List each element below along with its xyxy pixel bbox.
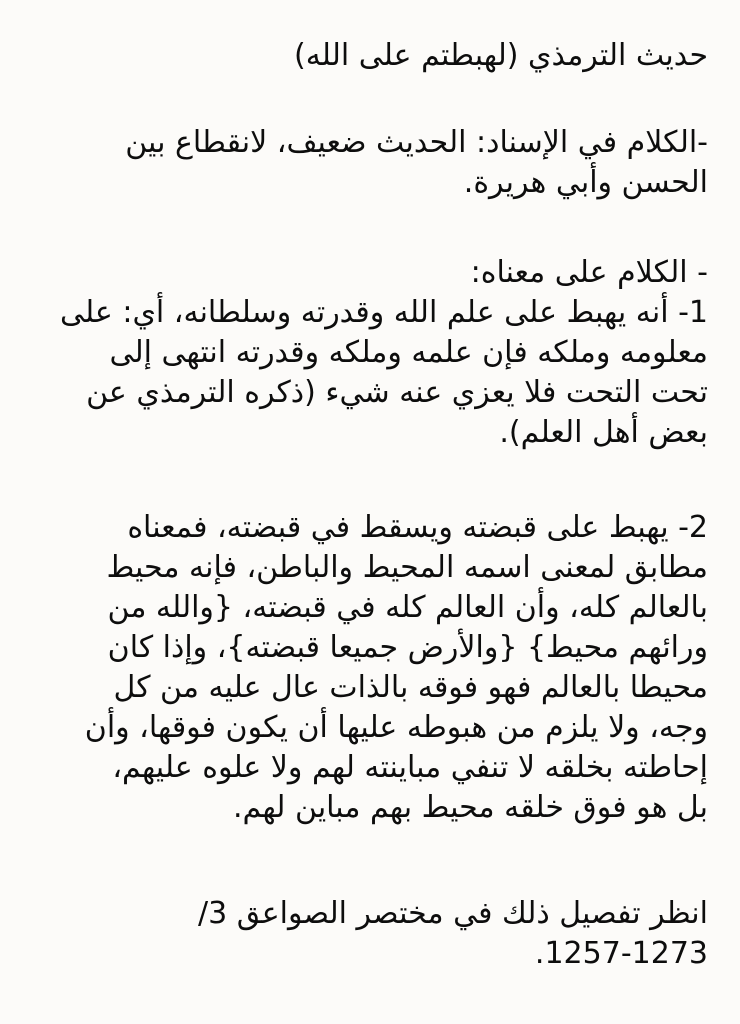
- meaning-line: بعض أهل العلم).: [499, 415, 708, 450]
- meaning-line: 1- أنه يهبط على علم الله وقدرته وسلطانه، أي: على: [59, 295, 708, 330]
- isnad-paragraph: [46, 123, 708, 203]
- point-two-line: ورائهم محيط} {والأرض جميعا قبضته}، وإذا كان: [107, 630, 708, 665]
- reference-paragraph: [46, 894, 708, 974]
- point-two-line: بل هو فوق خلقه محيط بهم مباين لهم.: [232, 790, 708, 825]
- reference-line: انظر تفصيل ذلك في مختصر الصواعق 3/: [197, 896, 708, 931]
- reference-line: 1257-1273.: [534, 936, 708, 971]
- document-title: [46, 36, 708, 76]
- point-two-paragraph: [46, 508, 708, 828]
- point-two-line: وجه، ولا يلزم من هبوطه عليها أن يكون فوقها، وأن: [84, 710, 708, 745]
- title-line: حديث الترمذي (لهبطتم على الله): [293, 38, 708, 73]
- meaning-section: [46, 253, 708, 453]
- point-two-line: بالعالم كله، وأن العالم كله في قبضته، {والله من: [107, 590, 708, 625]
- point-two-line: محيطا بالعالم فهو فوقه بالذات عال عليه من كل: [113, 670, 708, 705]
- meaning-heading: - الكلام على معناه:: [470, 255, 708, 290]
- point-two-line: مطابق لمعنى اسمه المحيط والباطن، فإنه محيط: [106, 550, 708, 585]
- point-two-line: 2- يهبط على قبضته ويسقط في قبضته، فمعناه: [127, 510, 708, 545]
- isnad-line: -الكلام في الإسناد: الحديث ضعيف، لانقطاع بين: [125, 125, 708, 160]
- meaning-line: معلومه وملكه فإن علمه وملكه وقدرته انتهى إلى: [109, 335, 708, 370]
- point-two-line: إحاطته بخلقه لا تنفي مباينته لهم ولا علوه عليهم،: [112, 750, 708, 785]
- isnad-line: الحسن وأبي هريرة.: [463, 165, 708, 200]
- meaning-line: تحت التحت فلا يعزي عنه شيء (ذكره الترمذي عن: [86, 375, 708, 410]
